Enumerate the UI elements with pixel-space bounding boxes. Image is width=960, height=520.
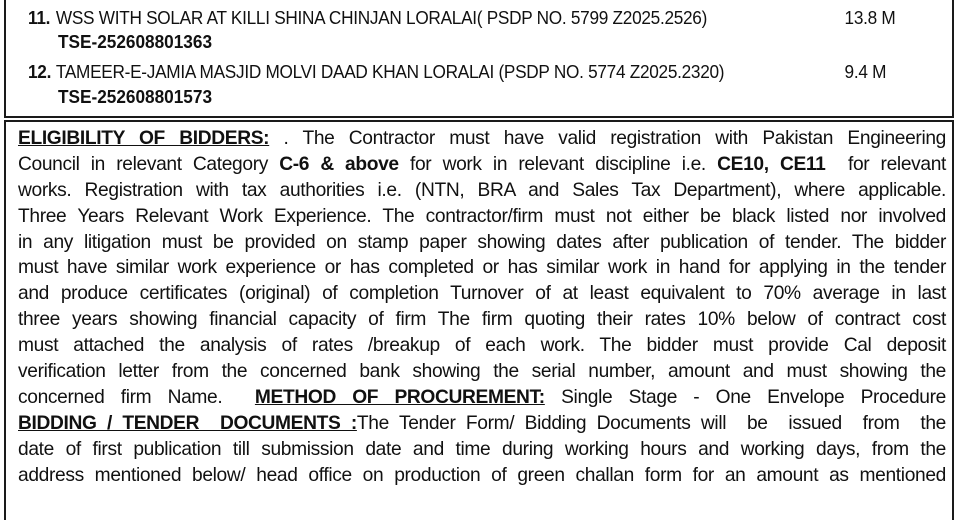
text-run: concerned firm Name.: [18, 386, 255, 408]
item-title: WSS WITH SOLAR AT KILLI SHINA CHINJAN LORALAI( PSDP NO. 5799 Z2025.2526): [55, 7, 708, 28]
text-run: for relevant: [825, 153, 947, 175]
item-amount: 9.4 M: [844, 61, 887, 82]
text-run: for work in relevant discipline i.e.: [398, 153, 718, 175]
text-line: verification letter from the concerned bank showing the serial number, amount and must showing the: [18, 361, 946, 383]
text-line: in any litigation must be provided on stamp paper showing dates after publication of tender. The bidder: [18, 231, 946, 253]
eligibility-paragraph: [18, 126, 946, 488]
text-line: [18, 152, 946, 178]
text-run: The Tender Form/ Bidding Documents will be issued from the: [356, 412, 946, 434]
text-line: date of first publication till submission date and time during working hours and working days, from the: [18, 438, 946, 460]
work-item-12: [28, 60, 887, 83]
text-line: must have similar work experience or has completed or has similar work in hand for applying in the tender: [18, 257, 946, 279]
text-line: works. Registration with tax authorities i.e. (NTN, BRA and Sales Tax Department), where applicable.: [18, 179, 946, 201]
text-line: and produce certificates (original) of completion Turnover of at least equivalent to 70% average in last: [18, 283, 946, 305]
text-line: three years showing financial capacity of firm The firm quoting their rates 10% below of contract cost: [18, 309, 946, 331]
bidding-documents-heading: BIDDING / TENDER DOCUMENTS :: [18, 412, 357, 434]
item-tse-number: TSE-252608801573: [58, 86, 213, 107]
text-run: Single Stage - One Envelope Procedure: [544, 386, 946, 408]
text-line: [18, 126, 946, 152]
work-items-table: [4, 0, 954, 118]
procurement-heading: METHOD OF PROCUREMENT:: [254, 386, 545, 408]
text-line: [18, 411, 946, 437]
item-amount: 13.8 M: [844, 7, 896, 28]
work-item-11: [28, 6, 896, 29]
item-number: 12.: [28, 61, 52, 82]
discipline-value: CE10, CE11: [717, 153, 826, 175]
category-value: C-6 & above: [279, 153, 399, 175]
text-run: Council in relevant Category: [18, 153, 280, 175]
eligibility-heading: ELIGIBILITY OF BIDDERS:: [18, 128, 270, 149]
item-title: TAMEER-E-JAMIA MASJID MOLVI DAAD KHAN LORALAI (PSDP NO. 5774 Z2025.2320): [55, 61, 725, 82]
text-line: Three Years Relevant Work Experience. The contractor/firm must not either be black listed nor involved: [18, 205, 946, 227]
text-line: address mentioned below/ head office on production of green challan form for an amount as mentioned: [18, 464, 946, 486]
eligibility-section: [4, 120, 954, 520]
item-tse-number: TSE-252608801363: [58, 31, 213, 52]
text-run: . The Contractor must have valid registration with Pakistan Engineering: [269, 128, 946, 149]
text-line: must attached the analysis of rates /breakup of each work. The bidder must provide Cal deposit: [18, 335, 946, 357]
item-number: 11.: [28, 7, 51, 28]
text-line: [18, 385, 946, 411]
